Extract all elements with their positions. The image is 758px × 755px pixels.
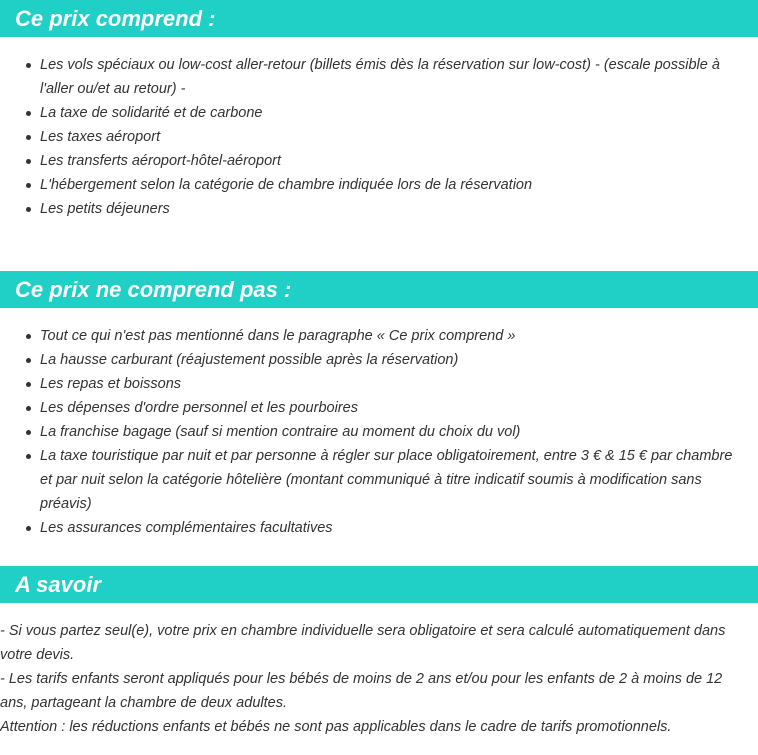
note-paragraph: - Si vous partez seul(e), votre prix en chambre individuelle sera obligatoire et sera calculé automatiquement dans votre devis. <box>0 623 726 663</box>
section-header-included: Ce prix comprend : <box>0 0 758 37</box>
list-item: Les transferts aéroport-hôtel-aéroport <box>0 149 758 173</box>
included-list <box>0 53 758 221</box>
list-item: Les petits déjeuners <box>0 197 758 221</box>
list-item: L'hébergement selon la catégorie de chambre indiquée lors de la réservation <box>0 173 758 197</box>
list-item: Les assurances complémentaires facultatives <box>0 516 758 540</box>
list-item: La hausse carburant (réajustement possible après la réservation) <box>0 348 758 372</box>
list-item: Les dépenses d'ordre personnel et les pourboires <box>0 396 758 420</box>
not-included-list <box>0 324 758 540</box>
good-to-know-notes <box>0 619 752 739</box>
section-header-not-included: Ce prix ne comprend pas : <box>0 271 758 308</box>
list-item: Les vols spéciaux ou low-cost aller-retour (billets émis dès la réservation sur low-cost) - (escale possible à l'aller ou/et au retour) - <box>0 53 758 101</box>
note-paragraph: - Les tarifs enfants seront appliqués pour les bébés de moins de 2 ans et/ou pour les enfants de 2 à moins de 12 ans, partageant la chambre de deux adultes. <box>0 671 723 711</box>
list-item: La taxe de solidarité et de carbone <box>0 101 758 125</box>
list-item: La taxe touristique par nuit et par personne à régler sur place obligatoirement, entre 3 € & 15 € par chambre et par nuit selon la catégorie hôtelière (montant communiqué à titre indicatif soumis à modification sans préavis) <box>0 444 758 516</box>
list-item: Les taxes aéroport <box>0 125 758 149</box>
section-header-good-to-know: A savoir <box>0 566 758 603</box>
list-item: La franchise bagage (sauf si mention contraire au moment du choix du vol) <box>0 420 758 444</box>
note-paragraph: Attention : les réductions enfants et bébés ne sont pas applicables dans le cadre de tarifs promotionnels. <box>0 719 672 735</box>
list-item: Les repas et boissons <box>0 372 758 396</box>
list-item: Tout ce qui n'est pas mentionné dans le paragraphe « Ce prix comprend » <box>0 324 758 348</box>
